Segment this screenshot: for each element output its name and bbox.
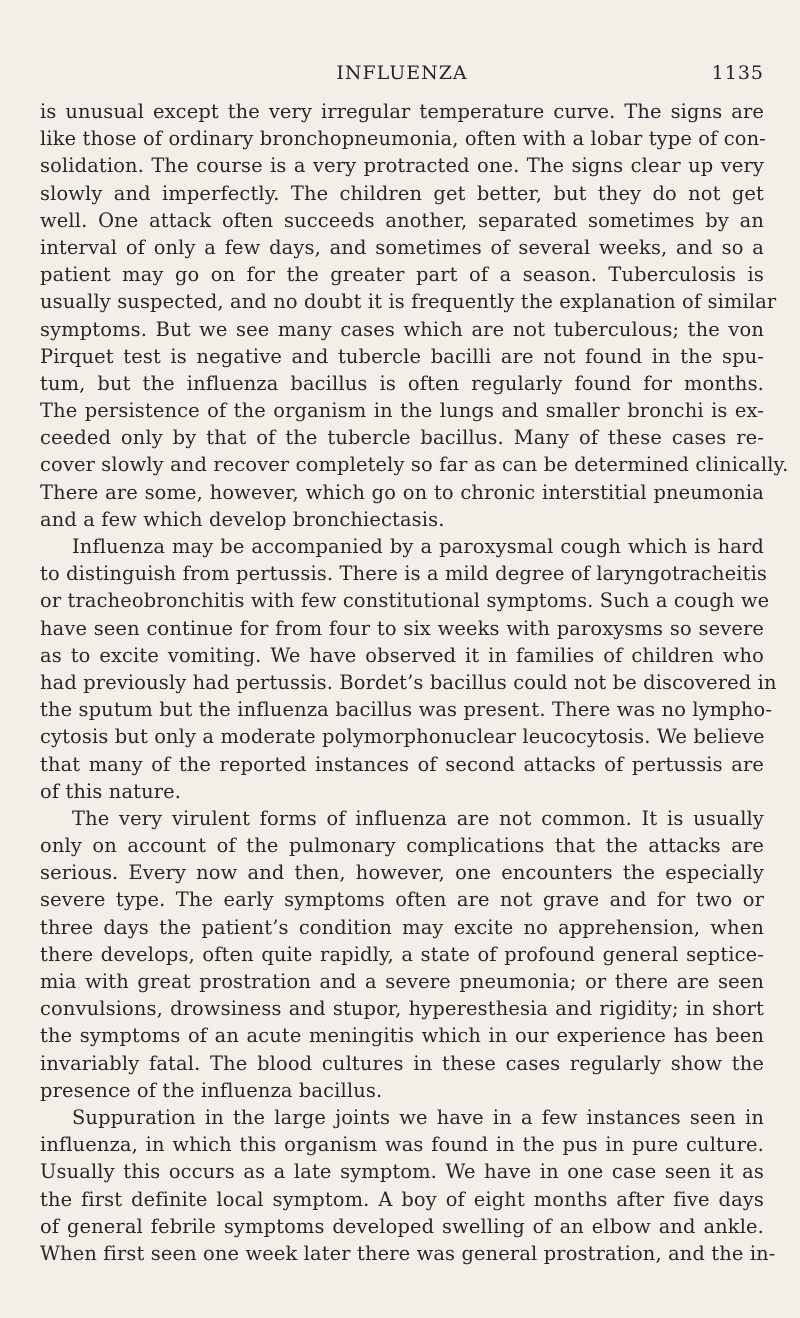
text-line: slowly and imperfectly. The children get better, but they do not get	[40, 181, 764, 205]
text-line: serious. Every now and then, however, one encounters the especially	[40, 861, 764, 885]
paragraph-first-line: Influenza may be accompanied by a paroxysmal cough which is hard	[72, 535, 764, 558]
text-line: like those of ordinary bronchopneumonia, often with a lobar type of con-	[40, 127, 766, 151]
text-line: the symptoms of an acute meningitis which in our experience has been	[40, 1024, 764, 1048]
text-line: well. One attack often succeeds another, separated sometimes by an	[40, 208, 764, 232]
text-line: the first definite local symptom. A boy of eight months after five days	[40, 1187, 764, 1211]
text-line: only on account of the pulmonary complications that the attacks are	[40, 834, 764, 858]
text-line: cover slowly and recover completely so far as can be determined clinically.	[40, 453, 789, 477]
text-line: There are some, however, which go on to chronic interstitial pneumonia	[40, 480, 764, 504]
body-text	[40, 98, 789, 1267]
running-header	[40, 58, 764, 98]
text-line: solidation. The course is a very protracted one. The signs clear up very	[40, 154, 764, 178]
paragraph-first-line: The very virulent forms of influenza are not common. It is usually	[72, 806, 764, 830]
text-line: that many of the reported instances of second attacks of pertussis are	[40, 752, 764, 776]
text-line: or tracheobronchitis with few constitutional symptoms. Such a cough we	[40, 589, 770, 613]
text-line: patient may go on for the greater part of a season. Tuberculosis is	[40, 263, 764, 287]
text-line: of this nature.	[40, 779, 182, 803]
text-line: invariably fatal. The blood cultures in these cases regularly show the	[40, 1051, 764, 1075]
text-line: presence of the influenza bacillus.	[40, 1078, 383, 1102]
text-line: the sputum but the influenza bacillus was present. There was no lympho-	[40, 698, 773, 722]
text-line: Usually this occurs as a late symptom. We have in one case seen it as	[40, 1160, 764, 1184]
running-title: INFLUENZA	[336, 62, 468, 84]
text-line: usually suspected, and no doubt it is frequently the explanation of similar	[40, 290, 777, 314]
text-line: there develops, often quite rapidly, a state of profound general septice-	[40, 942, 764, 966]
page-number: 1135	[711, 62, 764, 84]
text-line: influenza, in which this organism was found in the pus in pure culture.	[40, 1133, 764, 1157]
text-line: tum, but the influenza bacillus is often regularly found for months.	[40, 371, 764, 395]
text-line: have seen continue for from four to six weeks with paroxysms so severe	[40, 616, 764, 640]
text-line: When first seen one week later there was general prostration, and the in-	[40, 1241, 776, 1265]
text-line: Pirquet test is negative and tubercle bacilli are not found in the spu-	[40, 344, 764, 368]
text-line: ceeded only by that of the tubercle bacillus. Many of these cases re-	[40, 426, 764, 450]
book-page	[40, 58, 789, 1267]
text-line: convulsions, drowsiness and stupor, hyperesthesia and rigidity; in short	[40, 997, 764, 1021]
text-line: as to excite vomiting. We have observed it in families of children who	[40, 643, 764, 667]
text-line: interval of only a few days, and sometimes of several weeks, and so a	[40, 235, 764, 259]
text-line: of general febrile symptoms developed swelling of an elbow and ankle.	[40, 1214, 764, 1238]
text-line: The persistence of the organism in the lungs and smaller bronchi is ex-	[40, 399, 764, 423]
text-line: three days the patient’s condition may excite no apprehension, when	[40, 915, 764, 939]
text-line: and a few which develop bronchiectasis.	[40, 507, 445, 531]
text-line: cytosis but only a moderate polymorphonuclear leucocytosis. We believe	[40, 725, 765, 749]
text-line: severe type. The early symptoms often are not grave and for two or	[40, 888, 764, 912]
text-line: mia with great prostration and a severe pneumonia; or there are seen	[40, 970, 764, 993]
text-line: symptoms. But we see many cases which are not tuberculous; the von	[40, 317, 764, 341]
paragraph-first-line: Suppuration in the large joints we have in a few instances seen in	[72, 1105, 764, 1129]
text-line: is unusual except the very irregular temperature curve. The signs are	[40, 100, 764, 123]
text-line: to distinguish from pertussis. There is a mild degree of laryngotracheitis	[40, 562, 768, 586]
text-line: had previously had pertussis. Bordet’s bacillus could not be discovered in	[40, 670, 777, 694]
